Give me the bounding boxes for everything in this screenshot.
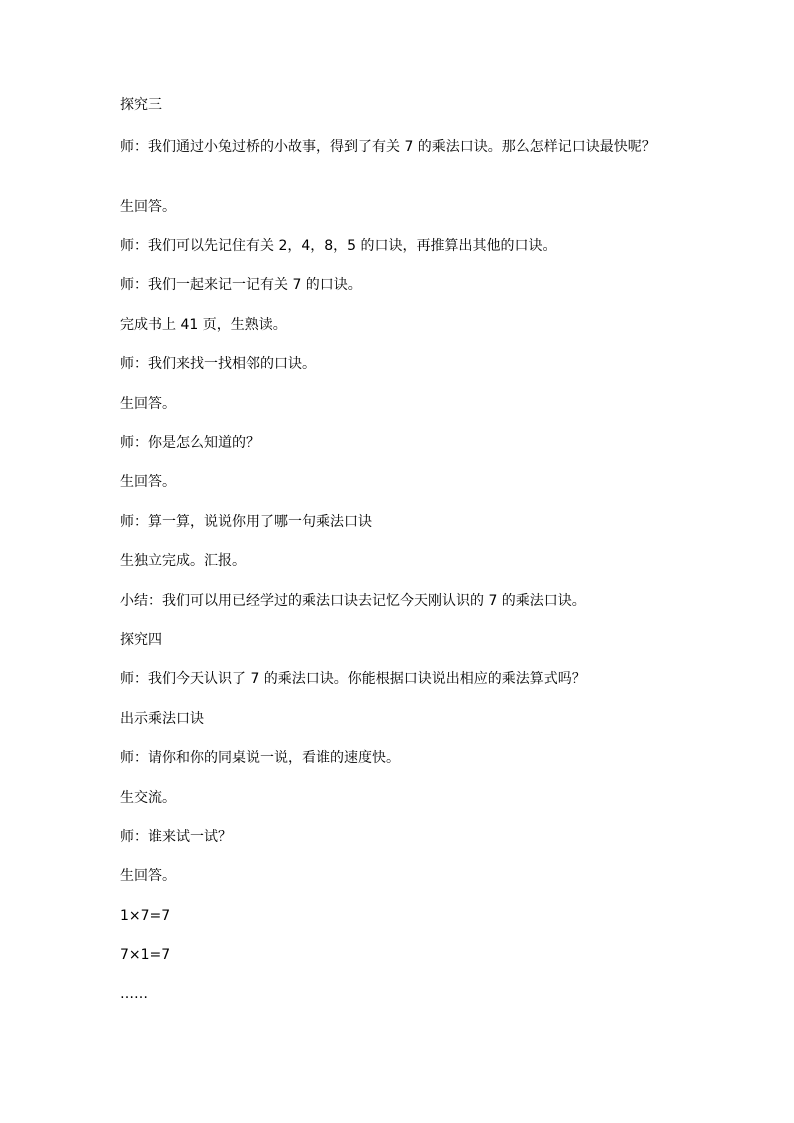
- ellipsis-line: ……: [120, 986, 148, 1002]
- paragraph: 完成书上 41 页，生熟读。: [120, 317, 287, 333]
- paragraph: 生回答。: [120, 396, 176, 412]
- paragraph: 出示乘法口诀: [120, 711, 204, 727]
- paragraph: 师：我们来找一找相邻的口诀。: [120, 356, 316, 372]
- section-heading-4: 探究四: [120, 632, 162, 648]
- equation-line: 1×7=7: [120, 908, 171, 924]
- section-heading-3: 探究三: [120, 97, 162, 113]
- paragraph: 生交流。: [120, 790, 176, 806]
- paragraph: 师：我们通过小兔过桥的小故事，得到了有关 7 的乘法口诀。那么怎样记口诀最快呢？: [120, 139, 656, 155]
- paragraph: 师：谁来试一试？: [120, 829, 232, 845]
- paragraph: 师：请你和你的同桌说一说，看谁的速度快。: [120, 750, 400, 766]
- paragraph: 生回答。: [120, 199, 176, 215]
- paragraph: 师：你是怎么知道的？: [120, 435, 260, 451]
- paragraph: 生回答。: [120, 474, 176, 490]
- paragraph: 师：我们一起来记一记有关 7 的口诀。: [120, 277, 362, 293]
- paragraph: 生回答。: [120, 868, 176, 884]
- paragraph: 师：我们今天认识了 7 的乘法口诀。你能根据口诀说出相应的乘法算式吗？: [120, 671, 586, 687]
- equation-line: 7×1=7: [120, 947, 171, 963]
- summary-paragraph: 小结：我们可以用已经学过的乘法口诀去记忆今天刚认识的 7 的乘法口诀。: [120, 593, 586, 609]
- paragraph: 师：我们可以先记住有关 2，4，8，5 的口诀，再推算出其他的口诀。: [120, 238, 557, 254]
- paragraph: 师：算一算，说说你用了哪一句乘法口诀: [120, 514, 372, 530]
- paragraph: 生独立完成。汇报。: [120, 553, 246, 569]
